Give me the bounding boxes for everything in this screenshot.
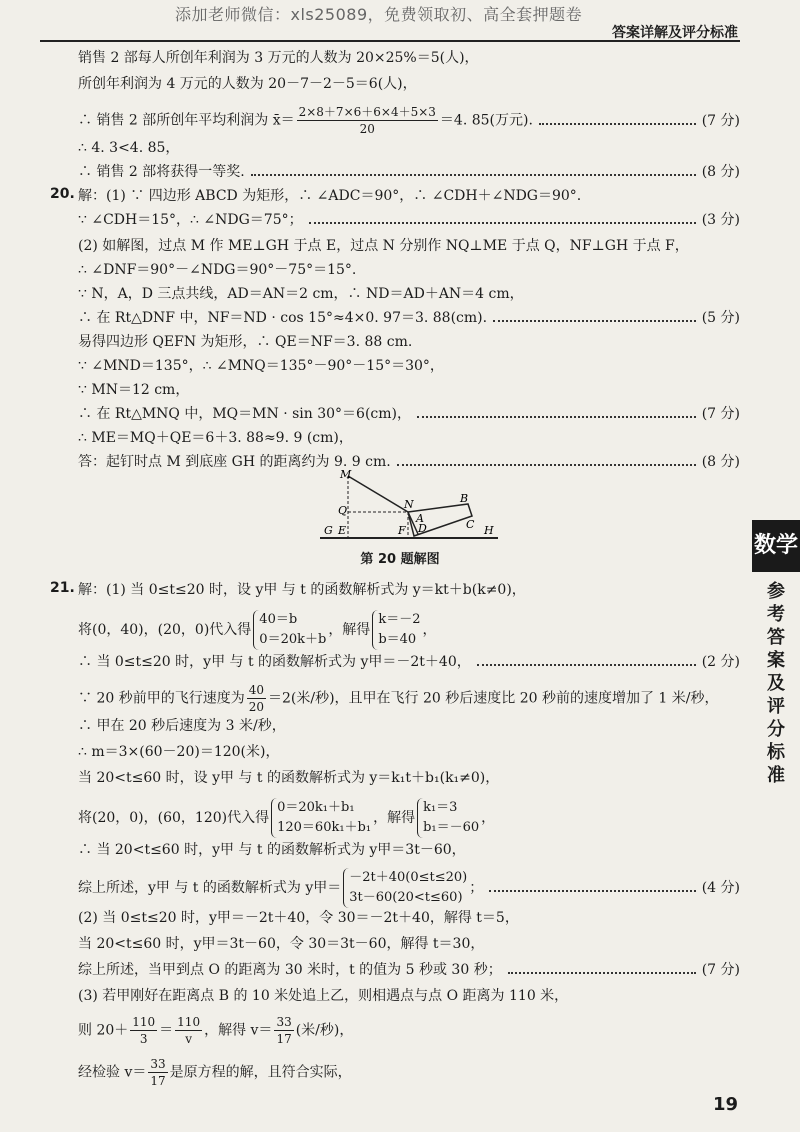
text-line: 解：(1) 当 0≤t≤20 时，设 y甲 与 t 的函数解析式为 y＝kt＋b(k≠0)， (78, 582, 526, 598)
text-segment: ＝2(米/秒)，且甲在飞行 20 秒后速度比 20 秒前的速度增加了 1 米/秒， (268, 690, 719, 707)
text-line (78, 798, 740, 838)
figure-label: D (418, 522, 427, 535)
text-line: 当 20<t≤60 时，设 y甲 与 t 的函数解析式为 y＝k₁t＋b₁(k₁≠0)， (78, 770, 500, 786)
text-segment: 则 20＋ (78, 1022, 129, 1039)
equation: 40＝b (259, 612, 298, 627)
text-segment: (米/秒)， (295, 1022, 354, 1039)
text-line (78, 1056, 740, 1089)
leader-dots (477, 664, 696, 666)
figure-label: M (340, 468, 352, 481)
problem-20-figure (320, 468, 510, 544)
text-segment: 答：起钉时点 M 到底座 GH 的距离约为 9. 9 cm. (78, 454, 391, 470)
fraction (130, 1014, 157, 1047)
leader-dots (417, 416, 696, 418)
side-char: 案 (767, 650, 785, 671)
question-number: 20. (50, 186, 75, 202)
text-line: ∴ ME＝MQ＋QE＝6＋3. 88≈9. 9 (cm)， (78, 430, 353, 446)
text-segment: 综上所述，当甲到点 O 的距离为 30 米时，t 的值为 5 秒或 30 秒； (78, 962, 502, 978)
watermark: 添加老师微信：xls25089，免费领取初、高全套押题卷 (175, 5, 583, 24)
solution-system (417, 798, 479, 838)
side-char: 标 (767, 742, 785, 763)
leader-dots (309, 222, 696, 224)
side-char: 准 (767, 765, 785, 786)
score: (7 分) (701, 112, 740, 129)
text-line: (2) 当 0≤t≤20 时，y甲＝－2t＋40，令 30＝－2t＋40，解得 t＝5， (78, 910, 519, 926)
denominator: 3 (139, 1032, 148, 1046)
page-number: 19 (712, 1094, 738, 1115)
leader-dots (397, 464, 696, 466)
figure-label: Q (338, 504, 348, 517)
text-line: ∴ ∠DNF＝90°－∠NDG＝90°－75°＝15°. (78, 262, 357, 278)
text-segment: 经检验 v＝ (78, 1064, 147, 1081)
equation: k₁＝3 (423, 800, 458, 815)
text-line: ∵ ∠MND＝135°，∴ ∠MNQ＝135°－90°－15°＝30°， (78, 358, 444, 374)
fraction (175, 1014, 202, 1047)
equation: k＝－2 (378, 612, 421, 627)
score: (8 分) (701, 454, 740, 470)
numerator: 33 (150, 1057, 166, 1071)
equation: 3t－60(20<t≤60) (349, 890, 463, 905)
figure-label: C (466, 518, 475, 531)
running-header: 答案详解及评分标准 (612, 25, 738, 41)
text-segment: ； (469, 880, 484, 896)
equation: 0＝20k＋b (259, 632, 327, 647)
text-line (78, 210, 740, 230)
text-line (78, 1014, 740, 1047)
equation-system (253, 610, 326, 650)
text-segment (78, 104, 533, 137)
numerator: 110 (177, 1015, 201, 1029)
figure-label: F (398, 524, 406, 537)
numerator: 2×8＋7×6＋6×4＋5×3 (298, 105, 436, 119)
text-line: (3) 若甲刚好在距离点 B 的 10 米处追上乙，则相遇点与点 O 距离为 110 米， (78, 988, 569, 1004)
equation: －2t＋40(0≤t≤20) (349, 870, 468, 885)
leader-dots (493, 320, 696, 322)
question-number: 21. (50, 580, 75, 596)
score: (5 分) (701, 310, 740, 326)
text-segment: ，解得 v＝ (204, 1022, 273, 1039)
denominator: 20 (248, 700, 264, 714)
text-line: 解：(1) ∵ 四边形 ABCD 为矩形，∴ ∠ADC＝90°，∴ ∠CDH＋∠NDG＝90°. (78, 188, 582, 204)
leader-dots (489, 890, 695, 892)
text-line (78, 162, 740, 182)
text-segment: 是原方程的解，且符合实际， (169, 1064, 352, 1081)
score: (3 分) (701, 212, 740, 228)
figure-label: N (404, 498, 414, 511)
text-line: 易得四边形 QEFN 为矩形，∴ QE＝NF＝3. 88 cm. (78, 334, 413, 350)
fraction (274, 1014, 293, 1047)
text-line: ∵ MN＝12 cm， (78, 382, 190, 398)
denominator: 17 (150, 1074, 166, 1088)
text-line (78, 682, 740, 715)
denominator: 17 (276, 1032, 292, 1046)
text-line: ∵ N，A，D 三点共线，AD＝AN＝2 cm，∴ ND＝AD＋AN＝4 cm， (78, 286, 524, 302)
text-segment: ， (481, 810, 496, 826)
denominator: v (185, 1032, 193, 1046)
text-line: 销售 2 部每人所创年利润为 3 万元的人数为 20×25%＝5(人)， (78, 50, 479, 66)
side-char: 分 (767, 719, 785, 740)
numerator: 110 (132, 1015, 156, 1029)
text-segment: ∵ ∠CDH＝15°，∴ ∠NDG＝75°； (78, 212, 303, 228)
text-line: 所创年利润为 4 万元的人数为 20－7－2－5＝6(人)， (78, 76, 417, 92)
figure-label: A (416, 512, 424, 525)
leader-dots (508, 972, 696, 974)
fraction (247, 682, 266, 715)
score: (7 分) (701, 962, 740, 978)
figure-label: G (324, 524, 333, 537)
text-segment: ∴ 在 Rt△MNQ 中，MQ＝MN · sin 30°＝6(cm)， (78, 406, 411, 422)
text-segment: ＝ (159, 1022, 174, 1039)
text-line (78, 404, 740, 424)
text-segment: ∴ 当 0≤t≤20 时，y甲 与 t 的函数解析式为 y甲＝－2t＋40， (78, 654, 471, 670)
text-segment: ∵ 20 秒前甲的飞行速度为 (78, 690, 245, 707)
text-line: ∴ 4. 3<4. 85， (78, 140, 180, 156)
text-segment: 将(0，40)，(20，0)代入得 (78, 622, 252, 638)
figure-label: E (338, 524, 347, 537)
header-rule (40, 40, 740, 42)
figure-caption: 第 20 题解图 (360, 552, 440, 567)
denominator: 20 (359, 122, 375, 136)
fraction (297, 104, 438, 137)
text-segment: ∴ 销售 2 部所创年平均利润为 x̄＝ (78, 112, 295, 129)
text-line: 当 20<t≤60 时，y甲＝3t－60，令 30＝3t－60，解得 t＝30， (78, 936, 485, 952)
score: (4 分) (701, 880, 740, 896)
leader-dots (539, 123, 696, 125)
line-mn (348, 476, 408, 512)
text-segment: ，解得 (373, 810, 416, 826)
text-segment: 综上所述，y甲 与 t 的函数解析式为 y甲＝ (78, 880, 342, 896)
numerator: 33 (276, 1015, 292, 1029)
text-segment: ， (422, 622, 437, 638)
equation: b₁＝－60 (423, 820, 480, 835)
score: (8 分) (701, 164, 740, 180)
figure-label: B (460, 492, 469, 505)
text-line (78, 610, 740, 650)
text-segment: 将(20，0)，(60，120)代入得 (78, 810, 270, 826)
text-line: (2) 如解图，过点 M 作 ME⊥GH 于点 E，过点 N 分别作 NQ⊥ME 于点 Q，NF⊥GH 于点 F， (78, 238, 689, 254)
text-segment: ∴ 在 Rt△DNF 中，NF＝ND · cos 15°≈4×0. 97＝3. 88(cm). (78, 310, 488, 326)
numerator: 40 (248, 683, 264, 697)
score: (2 分) (701, 654, 740, 670)
piecewise-function (343, 868, 467, 908)
text-segment: ＝4. 85(万元). (439, 112, 533, 129)
text-segment: ，解得 (328, 622, 371, 638)
text-line (78, 960, 740, 980)
score: (7 分) (701, 406, 740, 422)
text-line (78, 104, 740, 137)
text-line: ∴ m＝3×(60－20)＝120(米)， (78, 744, 280, 760)
figure-label: H (484, 524, 494, 537)
side-vertical-label (758, 580, 794, 787)
solution-system (372, 610, 420, 650)
equation: 120＝60k₁＋b₁ (277, 820, 372, 835)
text-line (78, 308, 740, 328)
equation: 0＝20k₁＋b₁ (277, 800, 355, 815)
subject-tab: 数学 (752, 520, 800, 572)
text-line (78, 868, 740, 908)
equation: b＝40 (378, 632, 417, 647)
text-line: ∴ 甲在 20 秒后速度为 3 米/秒， (78, 718, 286, 734)
text-segment: ∴ 销售 2 部将获得一等奖. (78, 164, 245, 180)
leader-dots (251, 174, 696, 176)
text-segment (78, 868, 483, 908)
fraction (148, 1056, 167, 1089)
equation-system (271, 798, 371, 838)
side-char: 答 (767, 627, 785, 648)
text-line: ∴ 当 20<t≤60 时，y甲 与 t 的函数解析式为 y甲＝3t－60， (78, 842, 466, 858)
text-line (78, 652, 740, 672)
side-char: 及 (767, 673, 785, 694)
side-char: 评 (767, 696, 785, 717)
side-char: 考 (767, 604, 785, 625)
side-char: 参 (767, 581, 785, 602)
